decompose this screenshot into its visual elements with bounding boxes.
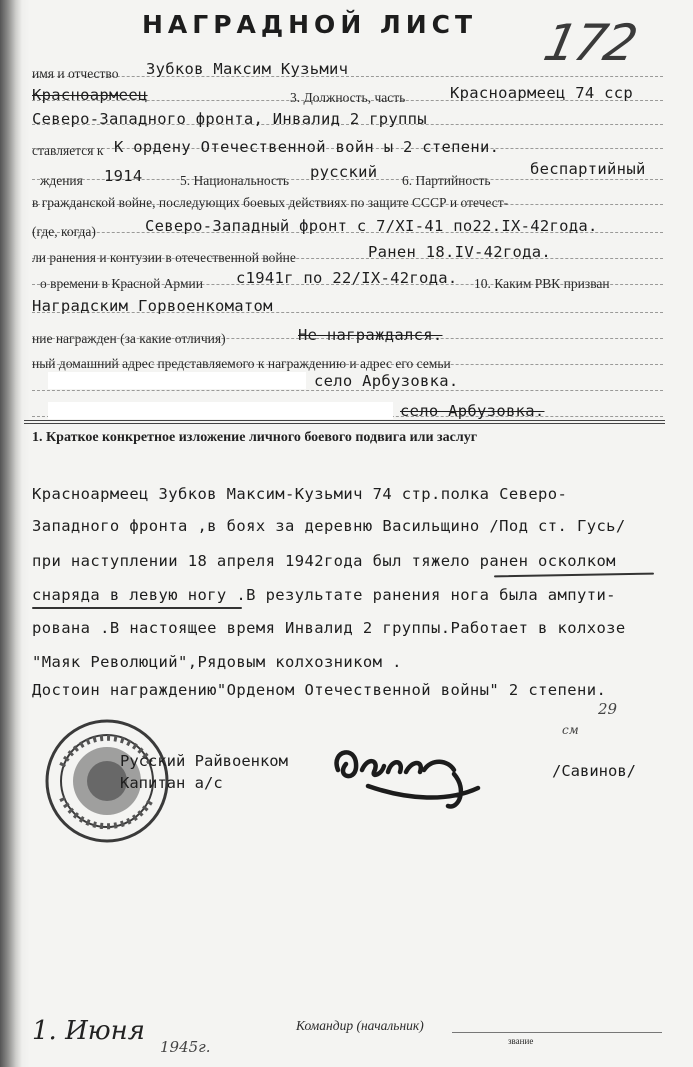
wounds-label: ли ранения и контузии в отечественной войне [32, 250, 296, 265]
party-value: беспартийный [530, 160, 646, 178]
award-value: К ордену Отечественной войн ы 2 степени. [114, 138, 500, 156]
civilwar-label: в гражданской войне, последующих боевых действиях по защите СССР и отечест- [32, 195, 509, 210]
hand-underline [32, 607, 242, 609]
hand-underline [494, 573, 654, 578]
narrative-line: Достоин награждению"Орденом Отечественной войны" 2 степени. [32, 681, 607, 699]
award-label: ставляется к [32, 143, 104, 158]
section-divider [24, 423, 665, 424]
narrative-line: Красноармеец Зубков Максим-Кузьмич 74 стр.полка Северо- [32, 485, 568, 503]
rank-label: звание [508, 1036, 534, 1046]
prev-awards-label: ние награжден (за какие отличия) [32, 331, 226, 346]
redaction-bar [48, 372, 306, 389]
binding-edge [0, 0, 22, 1067]
handwritten-signature-icon [328, 730, 488, 810]
narrative-line: Западного фронта ,в боях за деревню Васильщино /Под ст. Гусь/ [32, 517, 626, 535]
narrative-line: рована .В настоящее время Инвалид 2 группы.Работает в колхозе [32, 619, 626, 637]
birth-value: 1914 [104, 167, 143, 185]
position-label: 3. Должность, часть [290, 90, 406, 105]
prev-awards-value: Не награждался. [298, 326, 443, 344]
date-handwritten: 1. Июня [32, 1016, 145, 1046]
party-label: 6. Партийность [402, 173, 491, 188]
army-time-value: с1941г по 22/IX-42года. [236, 269, 458, 287]
narrative-line: при наступлении 18 апреля 1942года был тяжело ранен осколком [32, 552, 616, 570]
signature-line [452, 1032, 662, 1033]
hand-note: 29 [598, 700, 618, 718]
rvk-value: Наградским Горвоенкоматом [32, 297, 273, 315]
year: 1945г. [160, 1038, 211, 1056]
nationality-label: 5. Национальность [180, 173, 290, 188]
redaction-bar [48, 402, 393, 419]
position-value: Красноармеец 74 сср [450, 84, 634, 102]
address-value-1: село Арбузовка. [314, 372, 459, 390]
birth-label: ждения [40, 173, 83, 188]
commissar-rank: Капитан а/с [120, 774, 223, 792]
nationality-value: русский [310, 163, 378, 181]
rank-value: Красноармеец [32, 86, 148, 104]
narrative-line: "Маяк Революций",Рядовым колхозником . [32, 653, 402, 671]
rvk-label: 10. Каким РВК призван [474, 276, 610, 291]
page-title: НАГРАДНОЙ ЛИСТ [142, 10, 478, 39]
unit-value: Северо-Западного фронта, Инвалид 2 группы [32, 110, 427, 128]
section-divider [24, 420, 665, 421]
wounds-value: Ранен 18.IV-42года. [368, 243, 552, 261]
address-label: ный домашний адрес представляемого к награждению и адрес его семьи [32, 356, 451, 371]
name-label: имя и отчество [32, 66, 119, 81]
signer-name: /Савинов/ [552, 762, 636, 780]
commissar-title: Русский Райвоенком [120, 752, 288, 770]
handwritten-number: 172 [538, 14, 641, 72]
section-heading: 1. Краткое конкретное изложение личного боевого подвига или заслуг [32, 430, 478, 445]
front-label: (где, когда) [32, 224, 96, 239]
narrative-line: снаряда в левую ногу .В результате ранения нога была ампути- [32, 586, 616, 604]
army-time-label: о времени в Красной Армии [40, 276, 203, 291]
commander-label: Командир (начальник) [296, 1018, 424, 1033]
hand-note: см [562, 723, 579, 737]
address-value-2: село Арбузовка. [400, 402, 545, 420]
name-value: Зубков Максим Кузьмич [146, 60, 349, 78]
front-value: Северо-Западный фронт с 7/XI-41 по22.IX-42года. [145, 217, 598, 235]
